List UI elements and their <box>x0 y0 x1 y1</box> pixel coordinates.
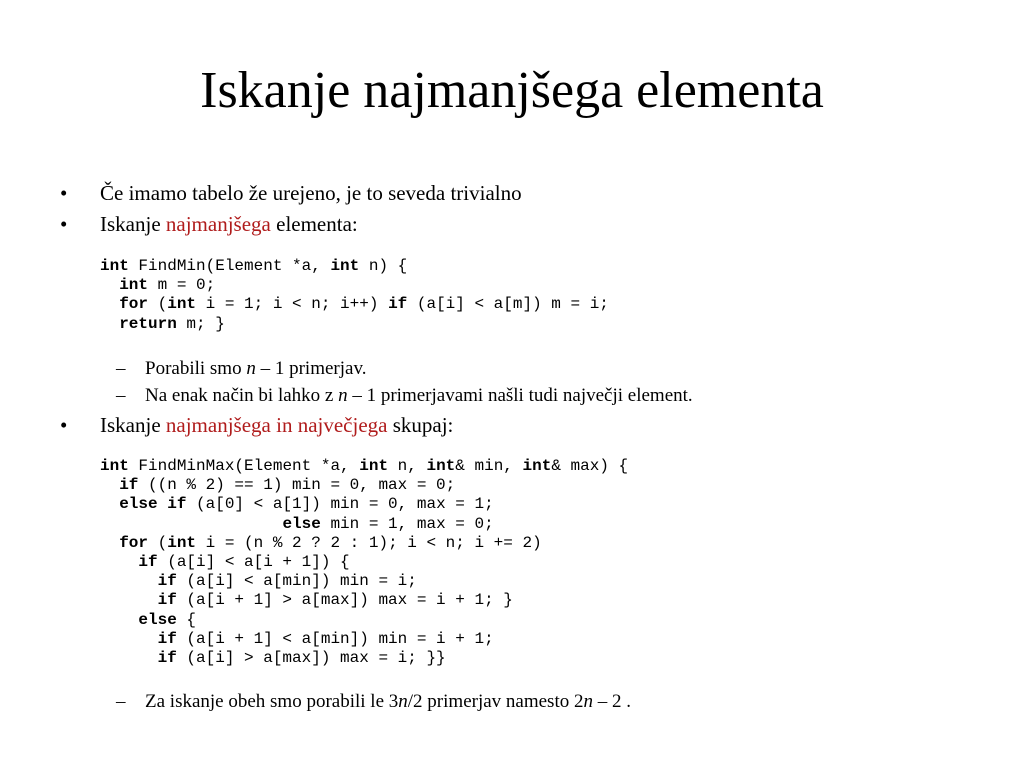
code-text: (a[i + 1] < a[min]) min = i + 1; <box>176 629 494 648</box>
bullet-highlight: najmanjšega in največjega <box>165 413 388 437</box>
sub-bullet-text-middle: /2 primerjav namesto 2 <box>407 691 584 712</box>
bullet-marker: • <box>60 181 68 205</box>
code-line <box>100 611 628 630</box>
code-text: n) { <box>359 257 408 275</box>
code-keyword: return <box>119 314 177 333</box>
code-text: (a[0] < a[1]) min = 0, max = 1; <box>186 495 494 514</box>
bullet-text-suffix: skupaj: <box>387 413 454 437</box>
code-keyword: if <box>157 572 177 591</box>
code-keyword: if <box>388 295 408 314</box>
sub-bullet-item <box>116 358 366 381</box>
bullet-text-prefix: Iskanje <box>100 212 166 236</box>
code-line <box>100 295 609 314</box>
sub-bullet-text-prefix: Porabili smo <box>145 358 247 379</box>
bullet-marker: • <box>60 212 68 236</box>
code-text <box>100 591 158 609</box>
sub-bullet-text-suffix: – 1 primerjav. <box>255 358 367 379</box>
code-keyword: if <box>138 552 158 571</box>
math-variable: n <box>246 358 256 379</box>
code-text: (a[i + 1] > a[max]) max = i + 1; } <box>176 591 513 610</box>
code-text: FindMinMax(Element *a, <box>128 457 360 475</box>
code-line <box>100 534 628 553</box>
code-text: & min, <box>455 457 523 475</box>
code-text <box>100 476 119 494</box>
code-block-findmin <box>100 257 609 334</box>
code-text: (a[i] < a[min]) min = i; <box>176 572 417 591</box>
code-text: m = 0; <box>148 276 216 295</box>
slide-title: Iskanje najmanjšega elementa <box>200 62 824 119</box>
code-text: (a[i] < a[i + 1]) { <box>157 552 350 571</box>
sub-bullet-text-prefix: Za iskanje obeh smo porabili le 3 <box>145 691 399 712</box>
bullet-item <box>60 181 522 206</box>
code-keyword: for <box>119 295 149 314</box>
code-text: min = 1, max = 0; <box>320 514 494 533</box>
code-line <box>100 515 628 534</box>
code-keyword: else if <box>119 495 187 514</box>
code-text <box>100 611 138 629</box>
code-keyword: int <box>119 276 149 295</box>
code-text <box>100 295 119 313</box>
code-line <box>100 630 628 649</box>
bullet-item <box>60 212 358 237</box>
math-variable: n <box>338 385 348 406</box>
code-keyword: int <box>426 457 456 475</box>
code-text: ( <box>148 295 168 314</box>
code-line <box>100 315 609 334</box>
code-keyword: int <box>522 457 552 475</box>
sub-bullet-text-suffix: – 1 primerjavami našli tudi največji element. <box>347 385 693 406</box>
bullet-text-suffix: elementa: <box>270 212 358 236</box>
code-keyword: if <box>157 591 177 610</box>
sub-bullet-text-suffix: – 2 . <box>593 691 631 712</box>
code-block-findminmax <box>100 457 628 668</box>
code-line <box>100 476 628 495</box>
code-keyword: for <box>119 533 149 552</box>
bullet-text: Če imamo tabelo že urejeno, je to seveda trivialno <box>100 181 522 205</box>
code-keyword: else <box>138 610 177 629</box>
bullet-text-prefix: Iskanje <box>100 413 166 437</box>
code-text <box>100 315 119 333</box>
bullet-highlight: najmanjšega <box>165 212 271 236</box>
code-keyword: int <box>359 457 389 475</box>
code-keyword: int <box>167 533 197 552</box>
dash-marker: – <box>116 691 126 712</box>
code-line <box>100 257 609 276</box>
code-line <box>100 649 628 668</box>
code-keyword: int <box>330 257 360 275</box>
math-variable: n <box>398 691 408 712</box>
dash-marker: – <box>116 358 126 379</box>
code-text: { <box>176 610 197 629</box>
code-keyword: int <box>100 457 129 475</box>
code-keyword: if <box>157 648 177 667</box>
code-line <box>100 591 628 610</box>
code-text <box>100 572 158 590</box>
sub-bullet-item <box>116 691 631 714</box>
code-text: ( <box>148 533 168 552</box>
code-text: (a[i] < a[m]) m = i; <box>407 295 609 314</box>
code-text <box>100 276 119 294</box>
code-text <box>100 534 119 552</box>
sub-bullet-text-prefix: Na enak način bi lahko z <box>145 385 339 406</box>
code-text: FindMin(Element *a, <box>128 257 331 275</box>
math-variable: n <box>583 691 593 712</box>
code-text <box>100 495 119 513</box>
bullet-marker: • <box>60 413 68 437</box>
code-text: i = (n % 2 ? 2 : 1); i < n; i += 2) <box>196 533 542 552</box>
code-text <box>100 649 158 667</box>
code-keyword: int <box>100 257 129 275</box>
code-text: ((n % 2) == 1) min = 0, max = 0; <box>138 476 456 495</box>
code-line <box>100 276 609 295</box>
code-line <box>100 553 628 572</box>
code-keyword: else <box>282 514 321 533</box>
code-text <box>100 515 282 533</box>
code-keyword: if <box>157 629 177 648</box>
code-text: (a[i] > a[max]) max = i; }} <box>176 648 446 667</box>
code-line <box>100 572 628 591</box>
code-text: m; } <box>176 314 225 333</box>
code-text: i = 1; i < n; i++) <box>196 295 389 314</box>
sub-bullet-item <box>116 385 693 408</box>
code-keyword: int <box>167 295 197 314</box>
code-line <box>100 495 628 514</box>
dash-marker: – <box>116 385 126 406</box>
code-text <box>100 630 158 648</box>
code-text: & max) { <box>551 457 629 475</box>
code-text: n, <box>388 457 427 475</box>
bullet-item <box>60 413 453 438</box>
code-text <box>100 553 138 571</box>
code-line <box>100 457 628 476</box>
code-keyword: if <box>119 476 139 495</box>
